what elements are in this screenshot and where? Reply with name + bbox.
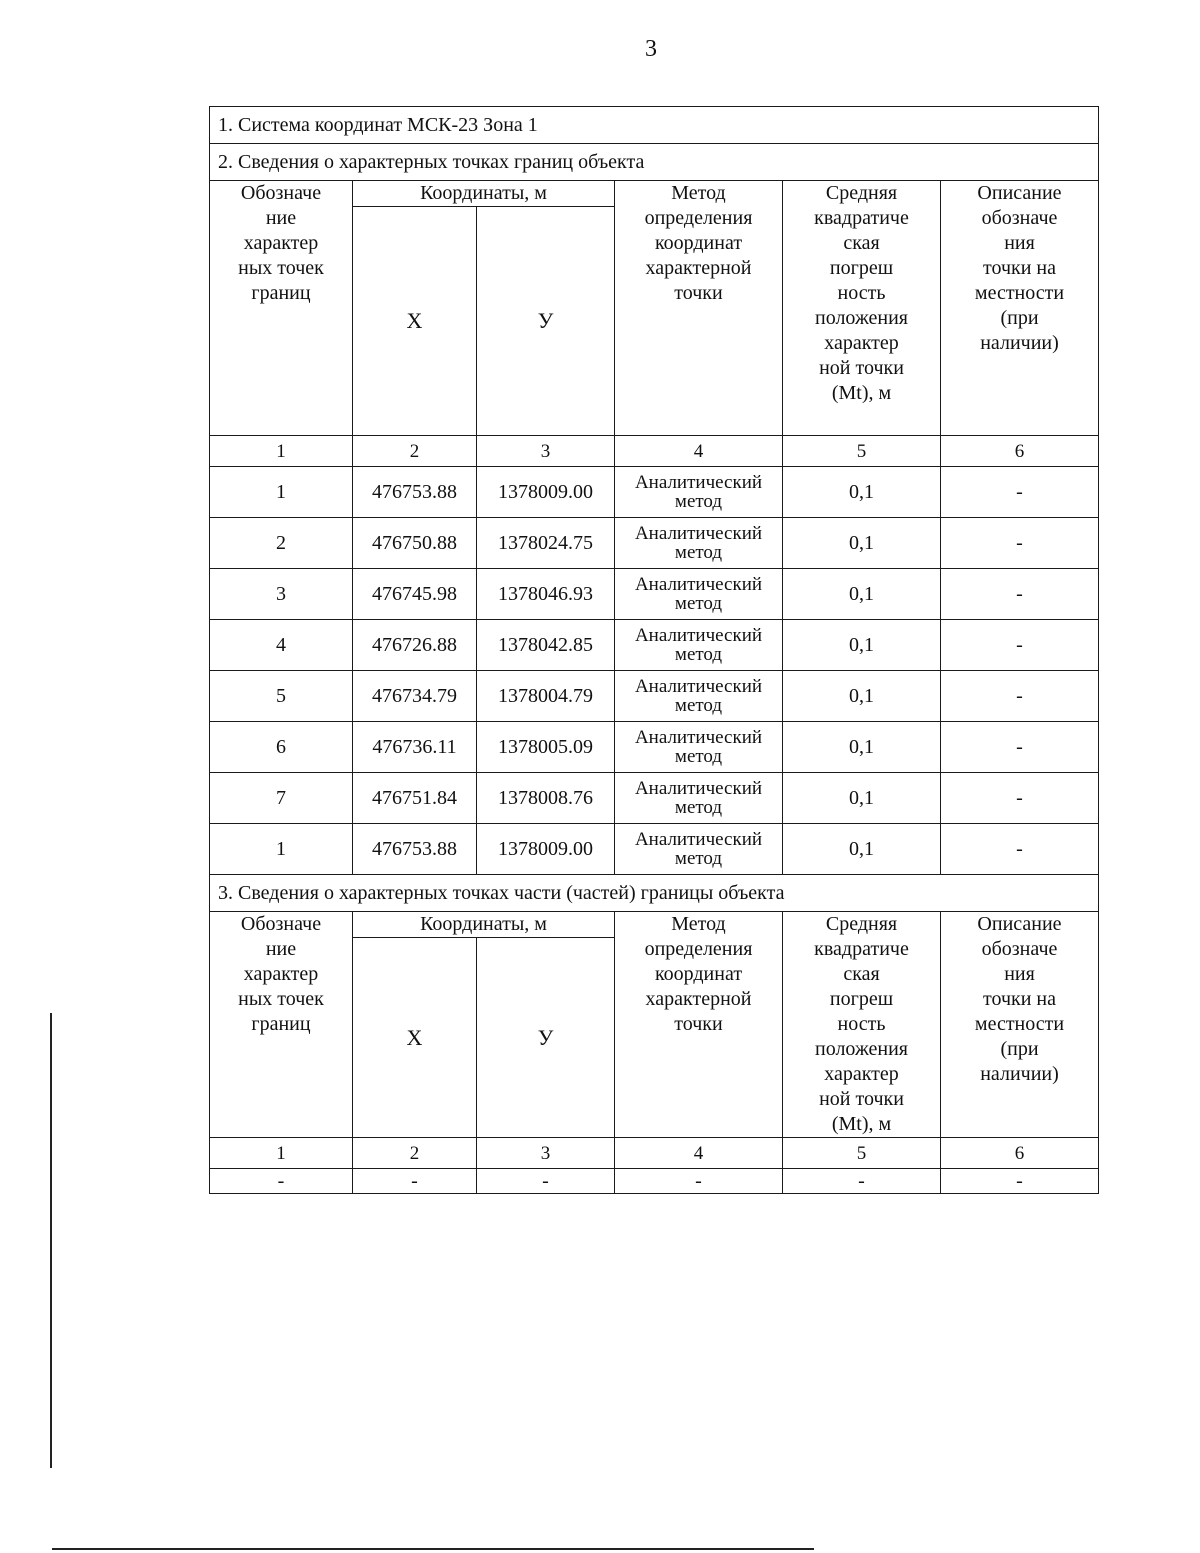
method-line: Аналитический [634,778,763,799]
method-line: метод [674,848,723,869]
header-line: характер [824,332,899,354]
section2-header-coords: Координаты, м [353,181,615,207]
column-number: 6 [941,436,1099,467]
header-line: ние [265,207,297,229]
table-row [210,722,1099,773]
table-row [210,824,1099,875]
header-line: ние [265,938,297,960]
method [615,671,783,722]
column-number: 1 [210,436,353,467]
mean-square-error: 0,1 [783,467,941,518]
header-line: положения [815,307,908,329]
section2-title: 2. Сведения о характерных точках границ объекта [210,144,1099,181]
method [615,518,783,569]
coordinates-table [209,106,1099,1194]
coord-x: 476726.88 [353,620,477,671]
section3-header-designation [210,912,353,1138]
section3-header-row [210,912,1099,938]
header-line: точки [674,1013,723,1035]
header-line: (Mt), м [831,1113,892,1135]
section1-title: 1. Система координат МСК-23 Зона 1 [210,107,1099,144]
section2-header-method [615,181,783,436]
method [615,773,783,824]
method-line: метод [674,491,723,512]
method-line: метод [674,644,723,665]
mean-square-error: 0,1 [783,518,941,569]
header-line: погреш [829,988,894,1010]
empty-cell: - [783,1169,941,1194]
method-line: метод [674,593,723,614]
header-line: точки на [982,257,1057,279]
point-description: - [941,620,1099,671]
margin-rule-bottom [52,1548,814,1550]
header-line: характер [824,1063,899,1085]
section3-header-error [783,912,941,1138]
header-line: наличии) [980,332,1059,354]
header-line: границ [251,282,311,304]
header-line: Средняя [825,913,898,935]
header-line: ных точек [238,988,324,1010]
margin-rule-left [50,1013,52,1468]
method-line: метод [674,746,723,767]
section3-header-coords: Координаты, м [353,912,615,938]
column-number: 4 [615,1138,783,1169]
coord-y: 1378024.75 [477,518,615,569]
section2-header-x: X [353,207,477,436]
method-line: метод [674,695,723,716]
header-line: характер [243,232,319,254]
header-line: характерной [645,988,752,1010]
coord-y: 1378004.79 [477,671,615,722]
section2-header-error [783,181,941,436]
section2-header-y: У [477,207,615,436]
coord-x: 476753.88 [353,824,477,875]
section2-header-description [941,181,1099,436]
coord-y: 1378009.00 [477,467,615,518]
point-designation: 1 [210,467,353,518]
header-line: ния [1004,232,1035,254]
method-line: Аналитический [634,472,763,493]
column-number: 5 [783,436,941,467]
header-line: Описание [977,913,1062,935]
mean-square-error: 0,1 [783,722,941,773]
point-description: - [941,773,1099,824]
table-row-empty [210,1169,1099,1194]
table-row [210,518,1099,569]
header-line: координат [654,963,743,985]
section1-title-row [210,107,1099,144]
header-line: (при [1000,1038,1039,1060]
mean-square-error: 0,1 [783,824,941,875]
empty-cell: - [615,1169,783,1194]
section3-title-row [210,875,1099,912]
method-line: метод [674,542,723,563]
header-line: границ [251,1013,311,1035]
point-designation: 3 [210,569,353,620]
section3-column-numbers [210,1138,1099,1169]
point-description: - [941,569,1099,620]
mean-square-error: 0,1 [783,773,941,824]
header-line: наличии) [980,1063,1059,1085]
point-designation: 6 [210,722,353,773]
coord-x: 476750.88 [353,518,477,569]
header-line: ская [843,963,880,985]
section2-header-row [210,181,1099,207]
header-line: (Mt), м [831,382,892,404]
method-line: Аналитический [634,574,763,595]
header-line: квадратиче [814,207,909,229]
section3-header-x: X [353,938,477,1138]
empty-cell: - [477,1169,615,1194]
header-line: ной точки [819,357,904,379]
table-row [210,671,1099,722]
mean-square-error: 0,1 [783,671,941,722]
coord-x: 476751.84 [353,773,477,824]
header-line: обозначе [981,938,1058,960]
column-number: 5 [783,1138,941,1169]
coord-y: 1378009.00 [477,824,615,875]
header-line: местности [974,1013,1065,1035]
mean-square-error: 0,1 [783,569,941,620]
page-number: 3 [645,36,657,62]
header-line: определения [644,938,753,960]
header-line: Средняя [825,182,898,204]
header-line: Описание [977,182,1062,204]
coord-x: 476753.88 [353,467,477,518]
header-line: ной точки [819,1088,904,1110]
point-designation: 5 [210,671,353,722]
section2-title-row [210,144,1099,181]
column-number: 4 [615,436,783,467]
coord-y: 1378005.09 [477,722,615,773]
header-line: характер [243,963,319,985]
method [615,824,783,875]
table-row [210,773,1099,824]
section3-header-y: У [477,938,615,1138]
coord-y: 1378042.85 [477,620,615,671]
header-line: (при [1000,307,1039,329]
table-row [210,620,1099,671]
header-line: ния [1004,963,1035,985]
header-line: определения [644,207,753,229]
section3-header-method [615,912,783,1138]
coord-x: 476734.79 [353,671,477,722]
header-line: характерной [645,257,752,279]
header-line: ных точек [238,257,324,279]
coord-y: 1378008.76 [477,773,615,824]
table-row [210,467,1099,518]
method-line: метод [674,797,723,818]
point-description: - [941,467,1099,518]
point-designation: 4 [210,620,353,671]
method-line: Аналитический [634,676,763,697]
section2-column-numbers [210,436,1099,467]
coord-x: 476736.11 [353,722,477,773]
empty-cell: - [941,1169,1099,1194]
section2-header-designation [210,181,353,436]
header-line: Обозначе [240,913,322,935]
method [615,620,783,671]
method-line: Аналитический [634,829,763,850]
column-number: 3 [477,436,615,467]
header-line: точки [674,282,723,304]
header-line: координат [654,232,743,254]
point-description: - [941,824,1099,875]
column-number: 2 [353,436,477,467]
method [615,722,783,773]
column-number: 3 [477,1138,615,1169]
header-line: погреш [829,257,894,279]
header-line: Обозначе [240,182,322,204]
coord-y: 1378046.93 [477,569,615,620]
point-designation: 2 [210,518,353,569]
method-line: Аналитический [634,523,763,544]
header-line: положения [815,1038,908,1060]
mean-square-error: 0,1 [783,620,941,671]
point-designation: 1 [210,824,353,875]
method-line: Аналитический [634,625,763,646]
header-line: Метод [671,913,726,935]
column-number: 2 [353,1138,477,1169]
point-description: - [941,671,1099,722]
method-line: Аналитический [634,727,763,748]
empty-cell: - [210,1169,353,1194]
header-line: обозначе [981,207,1058,229]
table-row [210,569,1099,620]
point-description: - [941,518,1099,569]
empty-cell: - [353,1169,477,1194]
section3-title: 3. Сведения о характерных точках части (частей) границы объекта [210,875,1099,912]
header-line: квадратиче [814,938,909,960]
column-number: 1 [210,1138,353,1169]
header-line: местности [974,282,1065,304]
header-line: ность [837,282,886,304]
point-description: - [941,722,1099,773]
coord-x: 476745.98 [353,569,477,620]
section3-header-description [941,912,1099,1138]
header-line: ская [843,232,880,254]
point-designation: 7 [210,773,353,824]
header-line: точки на [982,988,1057,1010]
method [615,569,783,620]
header-line: ность [837,1013,886,1035]
column-number: 6 [941,1138,1099,1169]
method [615,467,783,518]
header-line: Метод [671,182,726,204]
